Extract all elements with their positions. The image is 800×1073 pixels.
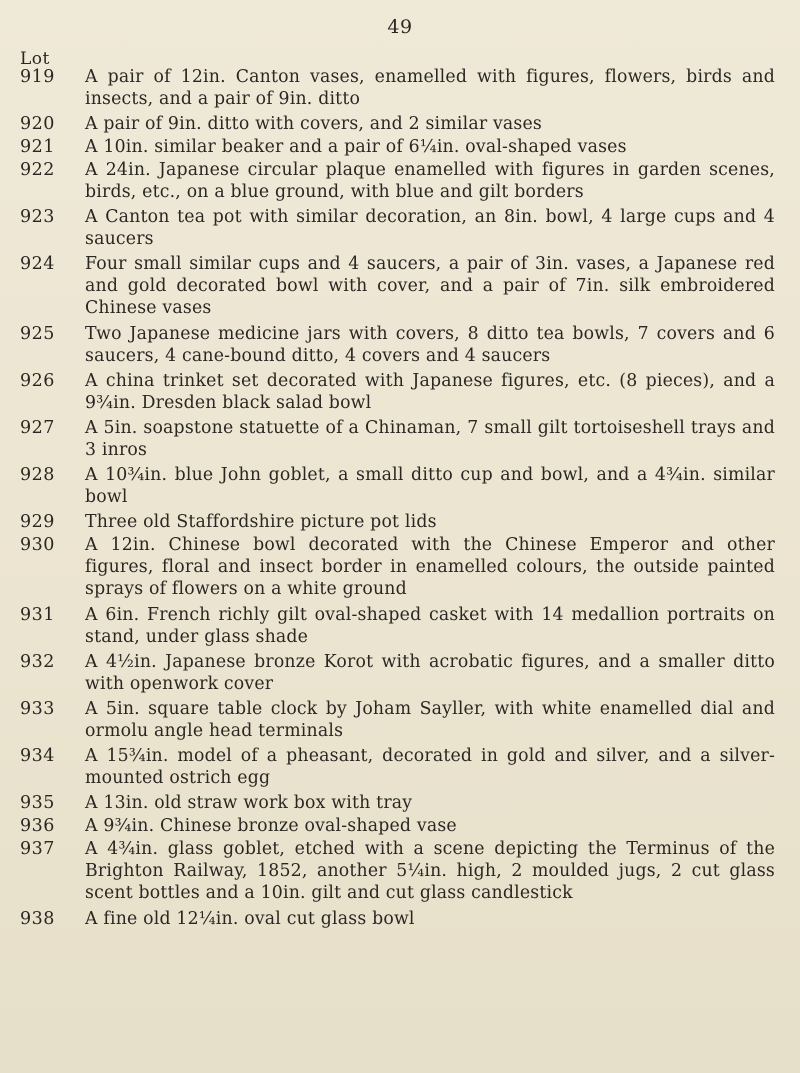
lot-description: A 15¾in. model of a pheasant, decorated in gold and silver, and a silver-mounted ostrich egg [85, 746, 775, 788]
lot-description: A china trinket set decorated with Japanese figures, etc. (8 pieces), and a 9¾in. Dresden black salad bowl [85, 371, 775, 413]
lot-description: A 5in. soapstone statuette of a Chinaman, 7 small gilt tortoiseshell trays and 3 inros [85, 418, 775, 460]
lot-description: A 5in. square table clock by Joham Sayller, with white enamelled dial and ormolu angle head terminals [85, 699, 775, 741]
lot-description: A 6in. French richly gilt oval-shaped casket with 14 medallion portraits on stand, under glass shade [85, 605, 775, 647]
page-number: 49 [387, 16, 413, 38]
lot-number: 930 [20, 535, 55, 555]
lot-number: 938 [20, 909, 55, 929]
lot-column-header: Lot [20, 49, 50, 69]
lot-number: 931 [20, 605, 55, 625]
lot-number: 935 [20, 793, 55, 813]
lot-number: 928 [20, 465, 55, 485]
lot-number: 920 [20, 114, 55, 134]
lot-number: 925 [20, 324, 55, 344]
lot-number: 927 [20, 418, 55, 438]
lot-description: A 4¾in. glass goblet, etched with a scene depicting the Terminus of the Brighton Railway, 1852, another 5¼in. high, 2 moulded jugs, 2 cut glass scent bottles and a 10in. gilt and cut glass candlestick [85, 839, 775, 903]
lot-description: A Canton tea pot with similar decoration, an 8in. bowl, 4 large cups and 4 saucers [85, 207, 775, 249]
lot-description: A pair of 9in. ditto with covers, and 2 similar vases [85, 114, 543, 134]
lot-number: 924 [20, 254, 55, 274]
lot-description: A 10in. similar beaker and a pair of 6¼in. oval-shaped vases [85, 137, 627, 157]
lot-number: 923 [20, 207, 55, 227]
lot-number: 922 [20, 160, 55, 180]
lot-description: A 13in. old straw work box with tray [85, 793, 413, 813]
lot-description: Two Japanese medicine jars with covers, 8 ditto tea bowls, 7 covers and 6 saucers, 4 cane-bound ditto, 4 covers and 4 saucers [85, 324, 775, 366]
lot-description: A 10¾in. blue John goblet, a small ditto cup and bowl, and a 4¾in. similar bowl [85, 465, 775, 507]
lot-description: A 12in. Chinese bowl decorated with the Chinese Emperor and other figures, floral and insect border in enamelled colours, the outside painted sprays of flowers on a white ground [85, 535, 775, 599]
lot-number: 921 [20, 137, 55, 157]
lot-number: 934 [20, 746, 55, 766]
lot-number: 932 [20, 652, 55, 672]
lot-number: 926 [20, 371, 55, 391]
lot-description: A 24in. Japanese circular plaque enamelled with figures in garden scenes, birds, etc., on a blue ground, with blue and gilt borders [85, 160, 775, 202]
lot-description: A 9¾in. Chinese bronze oval-shaped vase [85, 816, 457, 836]
lot-description: A 4½in. Japanese bronze Korot with acrobatic figures, and a smaller ditto with openwork cover [85, 652, 775, 694]
lot-number: 919 [20, 67, 55, 87]
lot-description: A pair of 12in. Canton vases, enamelled with figures, flowers, birds and insects, and a pair of 9in. ditto [85, 67, 775, 109]
lot-number: 933 [20, 699, 55, 719]
lot-description: Four small similar cups and 4 saucers, a pair of 3in. vases, a Japanese red and gold decorated bowl with cover, and a pair of 7in. silk embroidered Chinese vases [85, 254, 775, 318]
lot-number: 929 [20, 512, 55, 532]
lot-number: 936 [20, 816, 55, 836]
lot-number: 937 [20, 839, 55, 859]
lot-description: Three old Staffordshire picture pot lids [85, 512, 437, 532]
lot-description: A fine old 12¼in. oval cut glass bowl [85, 909, 415, 929]
